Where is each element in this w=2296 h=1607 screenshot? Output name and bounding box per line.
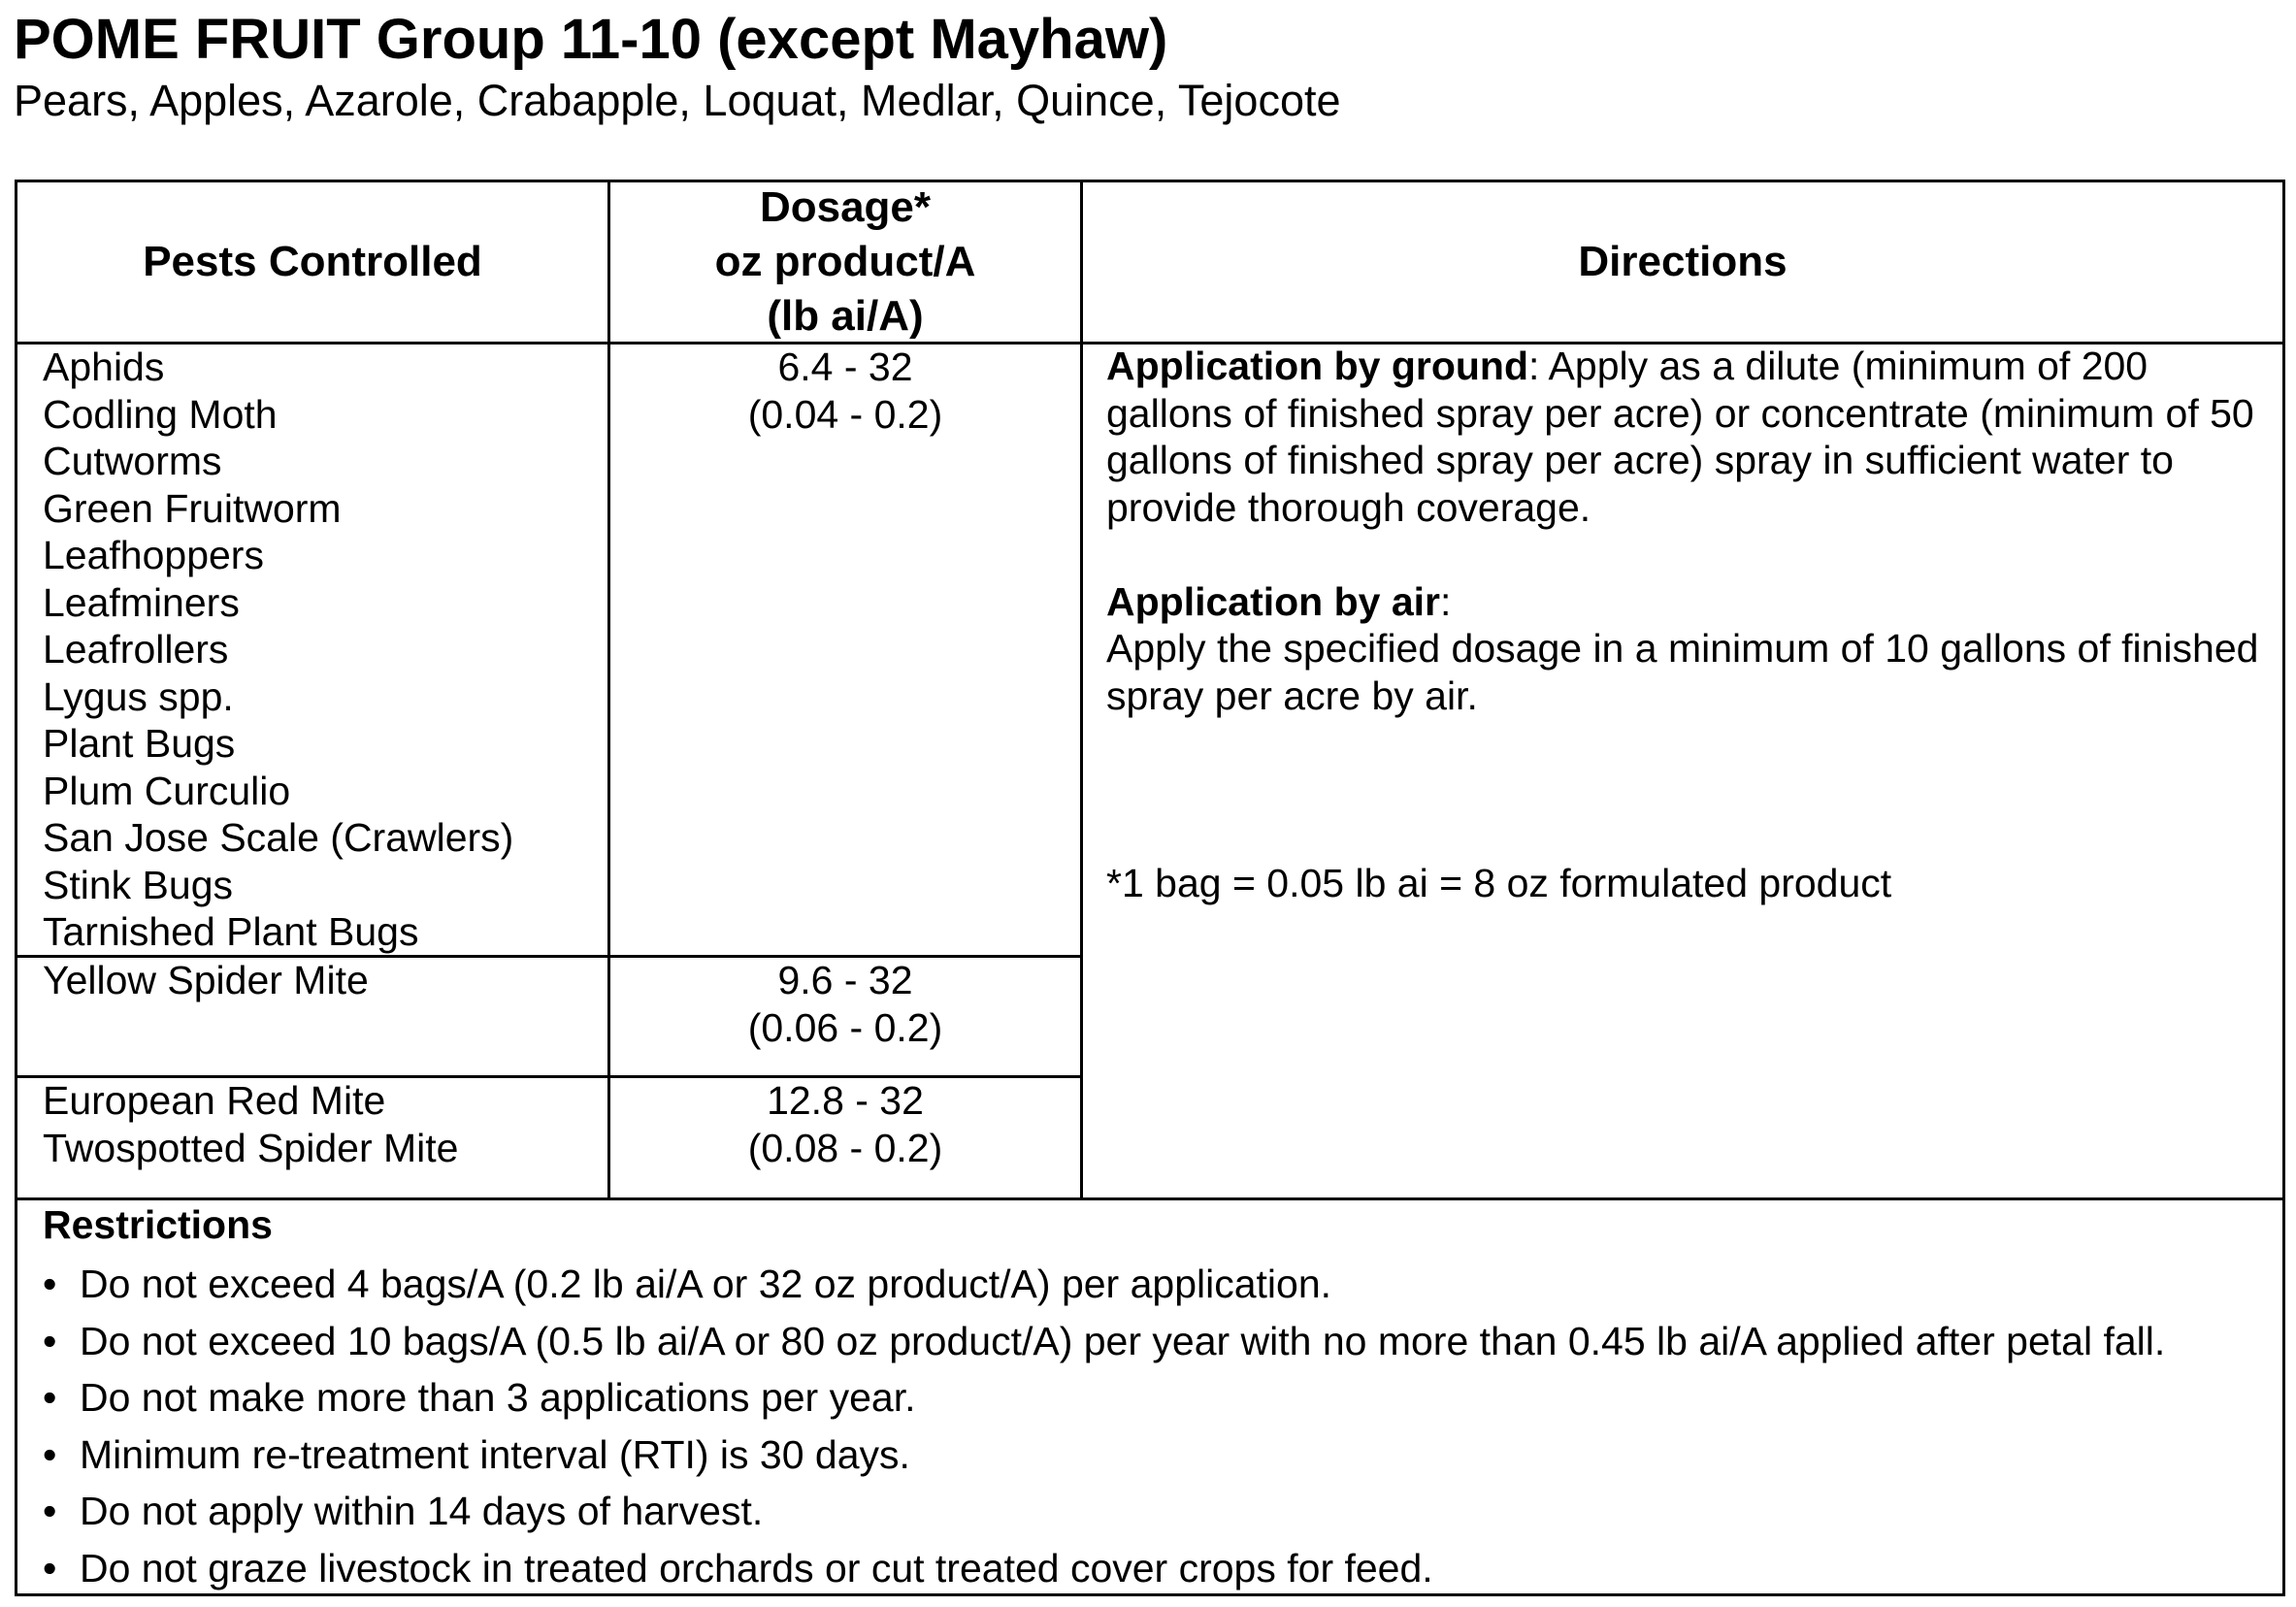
pest-name: European Red Mite <box>43 1078 386 1123</box>
ground-application-label: Application by ground <box>1106 344 1529 388</box>
restriction-item <box>43 1540 2165 1597</box>
pest-name: Stink Bugs <box>43 862 233 907</box>
pest-name: San Jose Scale (Crawlers) <box>43 815 514 860</box>
header-directions <box>1083 182 2282 342</box>
air-application-text: Apply the specified dosage in a minimum of 10 gallons of finished spray per acre by air. <box>1106 626 2259 718</box>
restrictions-rule <box>17 1197 2282 1200</box>
dosage-oz: 12.8 - 32 <box>767 1078 924 1123</box>
pest-name: Codling Moth <box>43 391 278 437</box>
dosage-row-2 <box>610 957 1080 1051</box>
header-pests <box>17 182 607 342</box>
header-dosage-line3: (lb ai/A) <box>767 292 924 340</box>
bullet-icon: • <box>43 1545 57 1591</box>
dosage-oz: 6.4 - 32 <box>777 344 913 389</box>
restriction-text: Do not make more than 3 applications per year. <box>80 1375 916 1420</box>
dosage-ai: (0.08 - 0.2) <box>747 1125 943 1170</box>
dosage-row-1 <box>610 344 1080 438</box>
restriction-item <box>43 1313 2165 1370</box>
air-application-label: Application by air <box>1106 578 1440 624</box>
restriction-item <box>43 1427 2165 1484</box>
label-table <box>15 180 2285 1596</box>
restriction-text: Do not exceed 10 bags/A (0.5 lb ai/A or 80 oz product/A) per year with no more than 0.45 lb ai/A applied after petal fall. <box>80 1318 2166 1363</box>
dosage-ai: (0.04 - 0.2) <box>747 391 943 437</box>
restriction-item <box>43 1256 2165 1313</box>
bullet-icon: • <box>43 1375 57 1420</box>
pest-name: Plum Curculio <box>43 768 291 813</box>
restrictions-heading: Restrictions <box>43 1202 273 1247</box>
ground-application <box>1106 343 2271 531</box>
pest-name: Plant Bugs <box>43 721 236 766</box>
restriction-text: Minimum re-treatment interval (RTI) is 30 days. <box>80 1431 910 1477</box>
header-dosage <box>610 182 1080 342</box>
pest-name: Leafrollers <box>43 627 229 672</box>
page-subtitle: Pears, Apples, Azarole, Crabapple, Loquat, Medlar, Quince, Tejocote <box>14 76 1341 125</box>
header-pests-label: Pests Controlled <box>143 238 482 285</box>
bullet-icon: • <box>43 1318 57 1363</box>
air-application <box>1106 578 2271 626</box>
restriction-item <box>43 1369 2165 1427</box>
restriction-text: Do not apply within 14 days of harvest. <box>80 1489 764 1533</box>
bullet-icon: • <box>43 1262 57 1306</box>
restriction-item <box>43 1483 2165 1540</box>
restriction-text: Do not graze livestock in treated orchards or cut treated cover crops for feed. <box>80 1545 1433 1591</box>
pest-name: Leafhoppers <box>43 533 264 577</box>
bullet-icon: • <box>43 1431 57 1477</box>
pest-name: Cutworms <box>43 439 222 483</box>
pest-name: Tarnished Plant Bugs <box>43 909 419 954</box>
dosage-footnote: *1 bag = 0.05 lb ai = 8 oz formulated product <box>1106 861 1892 905</box>
restriction-text: Do not exceed 4 bags/A (0.2 lb ai/A or 32 oz product/A) per application. <box>80 1262 1332 1306</box>
pest-name: Twospotted Spider Mite <box>43 1125 459 1170</box>
pest-name: Green Fruitworm <box>43 485 342 531</box>
pest-list-row-2 <box>43 957 369 1004</box>
ground-application-text: : Apply as a dilute (minimum of 200 gallons of finished spray per acre) or concentrate (minimum of 50 gallons of finished spray per acre) spray in sufficient water to provide thorough coverage. <box>1106 344 2254 530</box>
air-application-colon: : <box>1440 578 1452 624</box>
pest-name: Leafminers <box>43 579 240 625</box>
dosage-ai: (0.06 - 0.2) <box>747 1004 943 1050</box>
directions-text <box>1106 343 2271 719</box>
restrictions-list <box>43 1256 2165 1596</box>
pest-list-row-3 <box>43 1077 458 1171</box>
pest-list-row-1 <box>43 344 513 956</box>
dosage-row-3 <box>610 1077 1080 1171</box>
bullet-icon: • <box>43 1489 57 1533</box>
pest-name: Aphids <box>43 344 165 389</box>
dosage-oz: 9.6 - 32 <box>777 958 913 1002</box>
header-dosage-line2: oz product/A <box>714 238 976 285</box>
header-directions-label: Directions <box>1578 238 1788 285</box>
page-title: POME FRUIT Group 11-10 (except Mayhaw) <box>14 8 1168 71</box>
pest-name: Yellow Spider Mite <box>43 958 369 1002</box>
pest-name: Lygus spp. <box>43 673 234 719</box>
header-dosage-line1: Dosage* <box>759 183 932 231</box>
